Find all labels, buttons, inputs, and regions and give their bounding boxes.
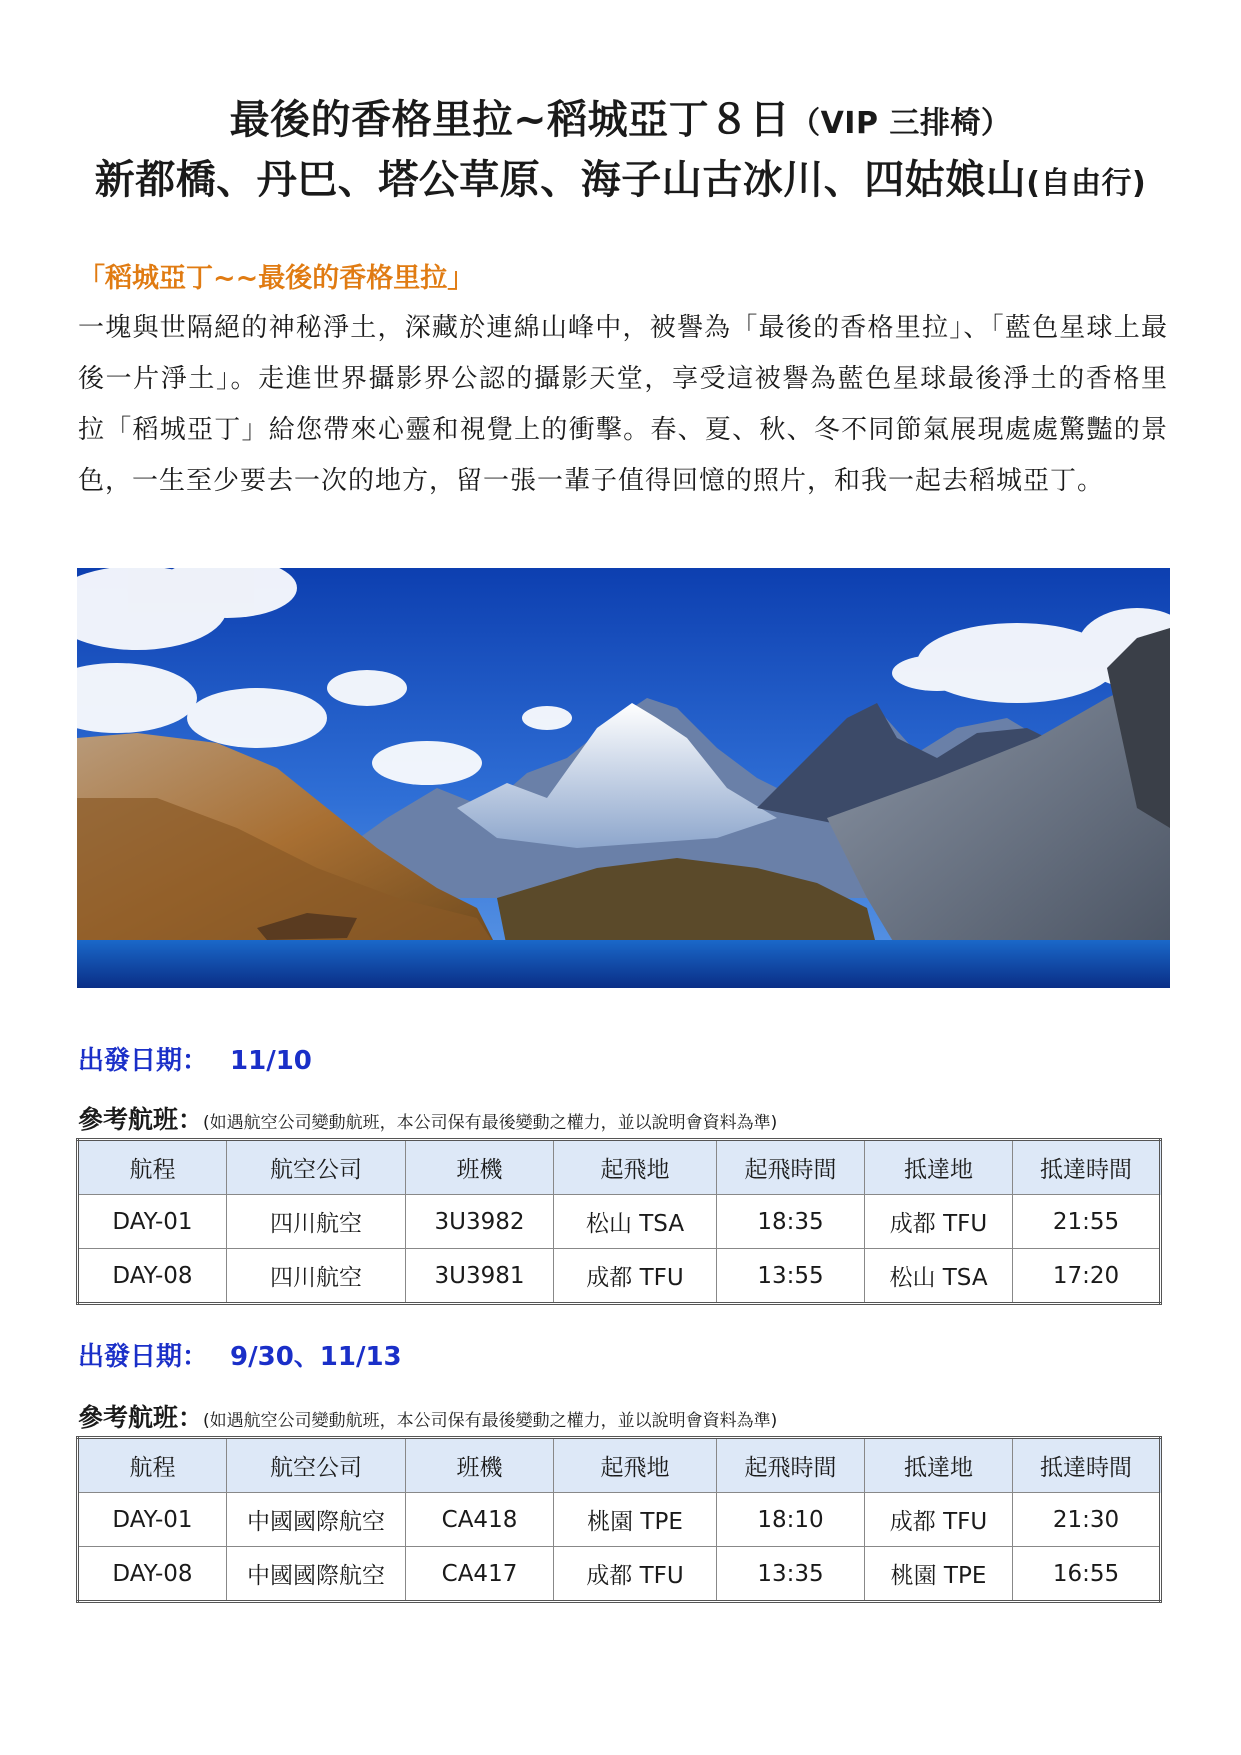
header-arrival-time: 抵達時間 — [1013, 1438, 1161, 1493]
header-arrival-time: 抵達時間 — [1013, 1140, 1161, 1195]
title-line-1 — [0, 92, 1241, 152]
intro-paragraph: 一塊與世隔絕的神秘淨土，深藏於連綿山峰中，被譽為「最後的香格里拉」、「藍色星球上最後一片淨土」。走進世界攝影界公認的攝影天堂，享受這被譽為藍色星球最後淨土的香格里拉「稻城亞丁」給您帶來心靈和視覺上的衝擊。春、夏、秋、冬不同節氣展現處處驚豔的景色，一生至少要去一次的地方，留一張一輩子值得回憶的照片，和我一起去稻城亞丁。 — [78, 313, 1168, 496]
title-main: 最後的香格里拉~稻城亞丁８日 — [229, 97, 791, 143]
flight-table-1 — [76, 1138, 1162, 1305]
header-origin: 起飛地 — [554, 1438, 717, 1493]
cell-flight-no: CA417 — [406, 1547, 554, 1602]
cell-origin: 松山 TSA — [554, 1195, 717, 1249]
header-destination: 抵達地 — [865, 1438, 1013, 1493]
table-row — [78, 1195, 1161, 1249]
cell-arrival-time: 17:20 — [1013, 1249, 1161, 1304]
title-destinations: 新都橋、丹巴、塔公草原、海子山古冰川、四姑娘山 — [94, 157, 1027, 203]
departure-date-value: 11/10 — [230, 1046, 312, 1076]
departure-label: 出發日期： — [78, 1342, 209, 1372]
cell-destination: 松山 TSA — [865, 1249, 1013, 1304]
cell-route: DAY-08 — [78, 1547, 227, 1602]
cell-destination: 成都 TFU — [865, 1195, 1013, 1249]
header-departure-time: 起飛時間 — [717, 1140, 865, 1195]
page-title — [0, 92, 1241, 212]
cell-departure-time: 18:35 — [717, 1195, 865, 1249]
title-free-travel: (自由行) — [1026, 166, 1147, 201]
table-header-row — [78, 1140, 1161, 1195]
cell-arrival-time: 16:55 — [1013, 1547, 1161, 1602]
cell-arrival-time: 21:55 — [1013, 1195, 1161, 1249]
cell-airline: 四川航空 — [227, 1195, 406, 1249]
reference-flight-label-2 — [78, 1398, 777, 1434]
header-airline: 航空公司 — [227, 1140, 406, 1195]
cell-route: DAY-01 — [78, 1493, 227, 1547]
departure-date-value: 9/30、11/13 — [230, 1342, 402, 1372]
cell-flight-no: 3U3981 — [406, 1249, 554, 1304]
flight-table-2 — [76, 1436, 1162, 1603]
header-destination: 抵達地 — [865, 1140, 1013, 1195]
flight-note: (如遇航空公司變動航班，本公司保有最後變動之權力，並以說明會資料為準) — [203, 1411, 778, 1431]
cell-departure-time: 13:35 — [717, 1547, 865, 1602]
flight-label: 參考航班： — [78, 1403, 204, 1432]
landscape-photo — [77, 568, 1170, 988]
cell-flight-no: CA418 — [406, 1493, 554, 1547]
cell-arrival-time: 21:30 — [1013, 1493, 1161, 1547]
cell-flight-no: 3U3982 — [406, 1195, 554, 1249]
flight-note: (如遇航空公司變動航班，本公司保有最後變動之權力，並以說明會資料為準) — [203, 1113, 778, 1133]
header-flight-no: 班機 — [406, 1140, 554, 1195]
cell-airline: 中國國際航空 — [227, 1493, 406, 1547]
header-route: 航程 — [78, 1438, 227, 1493]
table-row — [78, 1547, 1161, 1602]
header-flight-no: 班機 — [406, 1438, 554, 1493]
title-line-2 — [0, 152, 1241, 212]
flight-label: 參考航班： — [78, 1105, 204, 1134]
table-row — [78, 1249, 1161, 1304]
cell-origin: 成都 TFU — [554, 1547, 717, 1602]
departure-dates-2 — [78, 1336, 402, 1373]
departure-label: 出發日期： — [78, 1046, 209, 1076]
cell-airline: 四川航空 — [227, 1249, 406, 1304]
table-row — [78, 1493, 1161, 1547]
section-heading: 「稻城亞丁~~最後的香格里拉」 — [78, 263, 475, 294]
cell-route: DAY-01 — [78, 1195, 227, 1249]
cell-origin: 桃園 TPE — [554, 1493, 717, 1547]
header-origin: 起飛地 — [554, 1140, 717, 1195]
cell-origin: 成都 TFU — [554, 1249, 717, 1304]
header-airline: 航空公司 — [227, 1438, 406, 1493]
cell-route: DAY-08 — [78, 1249, 227, 1304]
cell-departure-time: 18:10 — [717, 1493, 865, 1547]
title-vip-note: （VIP 三排椅） — [790, 106, 1012, 141]
cell-departure-time: 13:55 — [717, 1249, 865, 1304]
table-header-row — [78, 1438, 1161, 1493]
cell-airline: 中國國際航空 — [227, 1547, 406, 1602]
departure-dates-1 — [78, 1040, 312, 1077]
cell-destination: 成都 TFU — [865, 1493, 1013, 1547]
header-route: 航程 — [78, 1140, 227, 1195]
reference-flight-label-1 — [78, 1100, 777, 1136]
cell-destination: 桃園 TPE — [865, 1547, 1013, 1602]
header-departure-time: 起飛時間 — [717, 1438, 865, 1493]
